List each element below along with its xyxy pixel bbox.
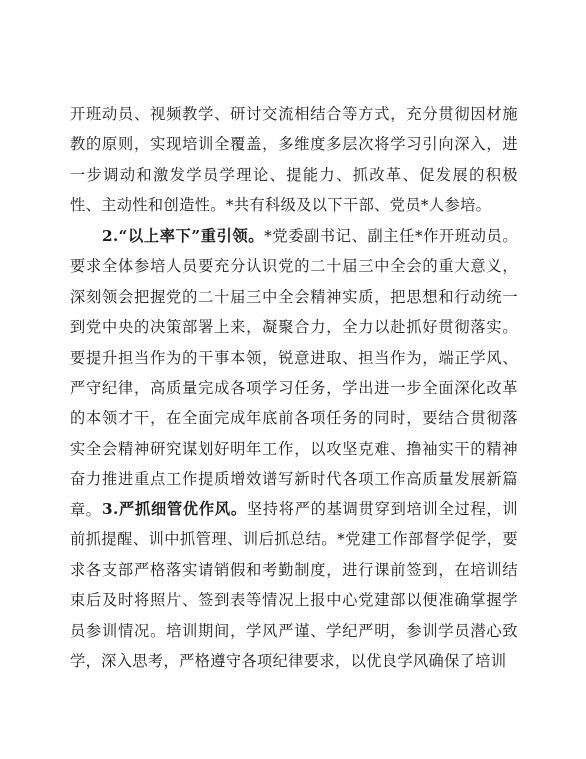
paragraph-text: 坚持将严的基调贯穿到培训全过程，训前抓提醒、训中抓管理、训后抓总结。*党建工作部督学促学，要求各支部严格落实请销假和考勤制度，进行课前签到，在培训结束后及时将照片、签到表等情况上报中心党建部以便准确掌握学员参训情况。培训期间，学风严谨、学纪严明，参训学员潜心致学，深入思考，严格遵守各项纪律要求，以优良学风确保了培训 xyxy=(70,500,518,671)
paragraph-leading-by-example xyxy=(70,221,518,525)
paragraph-heading: 2.“以上率下”重引领。 xyxy=(102,227,265,245)
paragraph-heading: 3.严抓细管优作风。 xyxy=(102,500,247,518)
paragraph-continuation xyxy=(70,99,518,221)
paragraph-text: 开班动员、视频教学、研讨交流相结合等方式，充分贯彻因材施教的原则，实现培训全覆盖，多维度多层次将学习引向深入，进一步调动和激发学员学理论、提能力、抓改革、促发展的积极性、主动性和创造性。*共有科级及以下干部、党员*人参培。 xyxy=(70,105,518,215)
paragraph-strict-management xyxy=(70,494,518,676)
paragraph-text: *党委副书记、副主任*作开班动员。要求全体参培人员要充分认识党的二十届三中全会的重大意义，深刻领会把握党的二十届三中全会精神实质，把思想和行动统一到党中央的决策部署上来，凝聚合力，全力以赴抓好贯彻落实。要提升担当作为的干事本领，锐意进取、担当作为，端正学风、严守纪律，高质量完成各项学习任务，学出进一步全面深化改革的本领才干，在全面完成年底前各项任务的同时，要结合贯彻落实全会精神研究谋划好明年工作，以攻坚克难、撸袖实干的精神奋力推进重点工作提质增效谱写新时代各项工作高质量发展新篇章。 xyxy=(70,227,518,519)
